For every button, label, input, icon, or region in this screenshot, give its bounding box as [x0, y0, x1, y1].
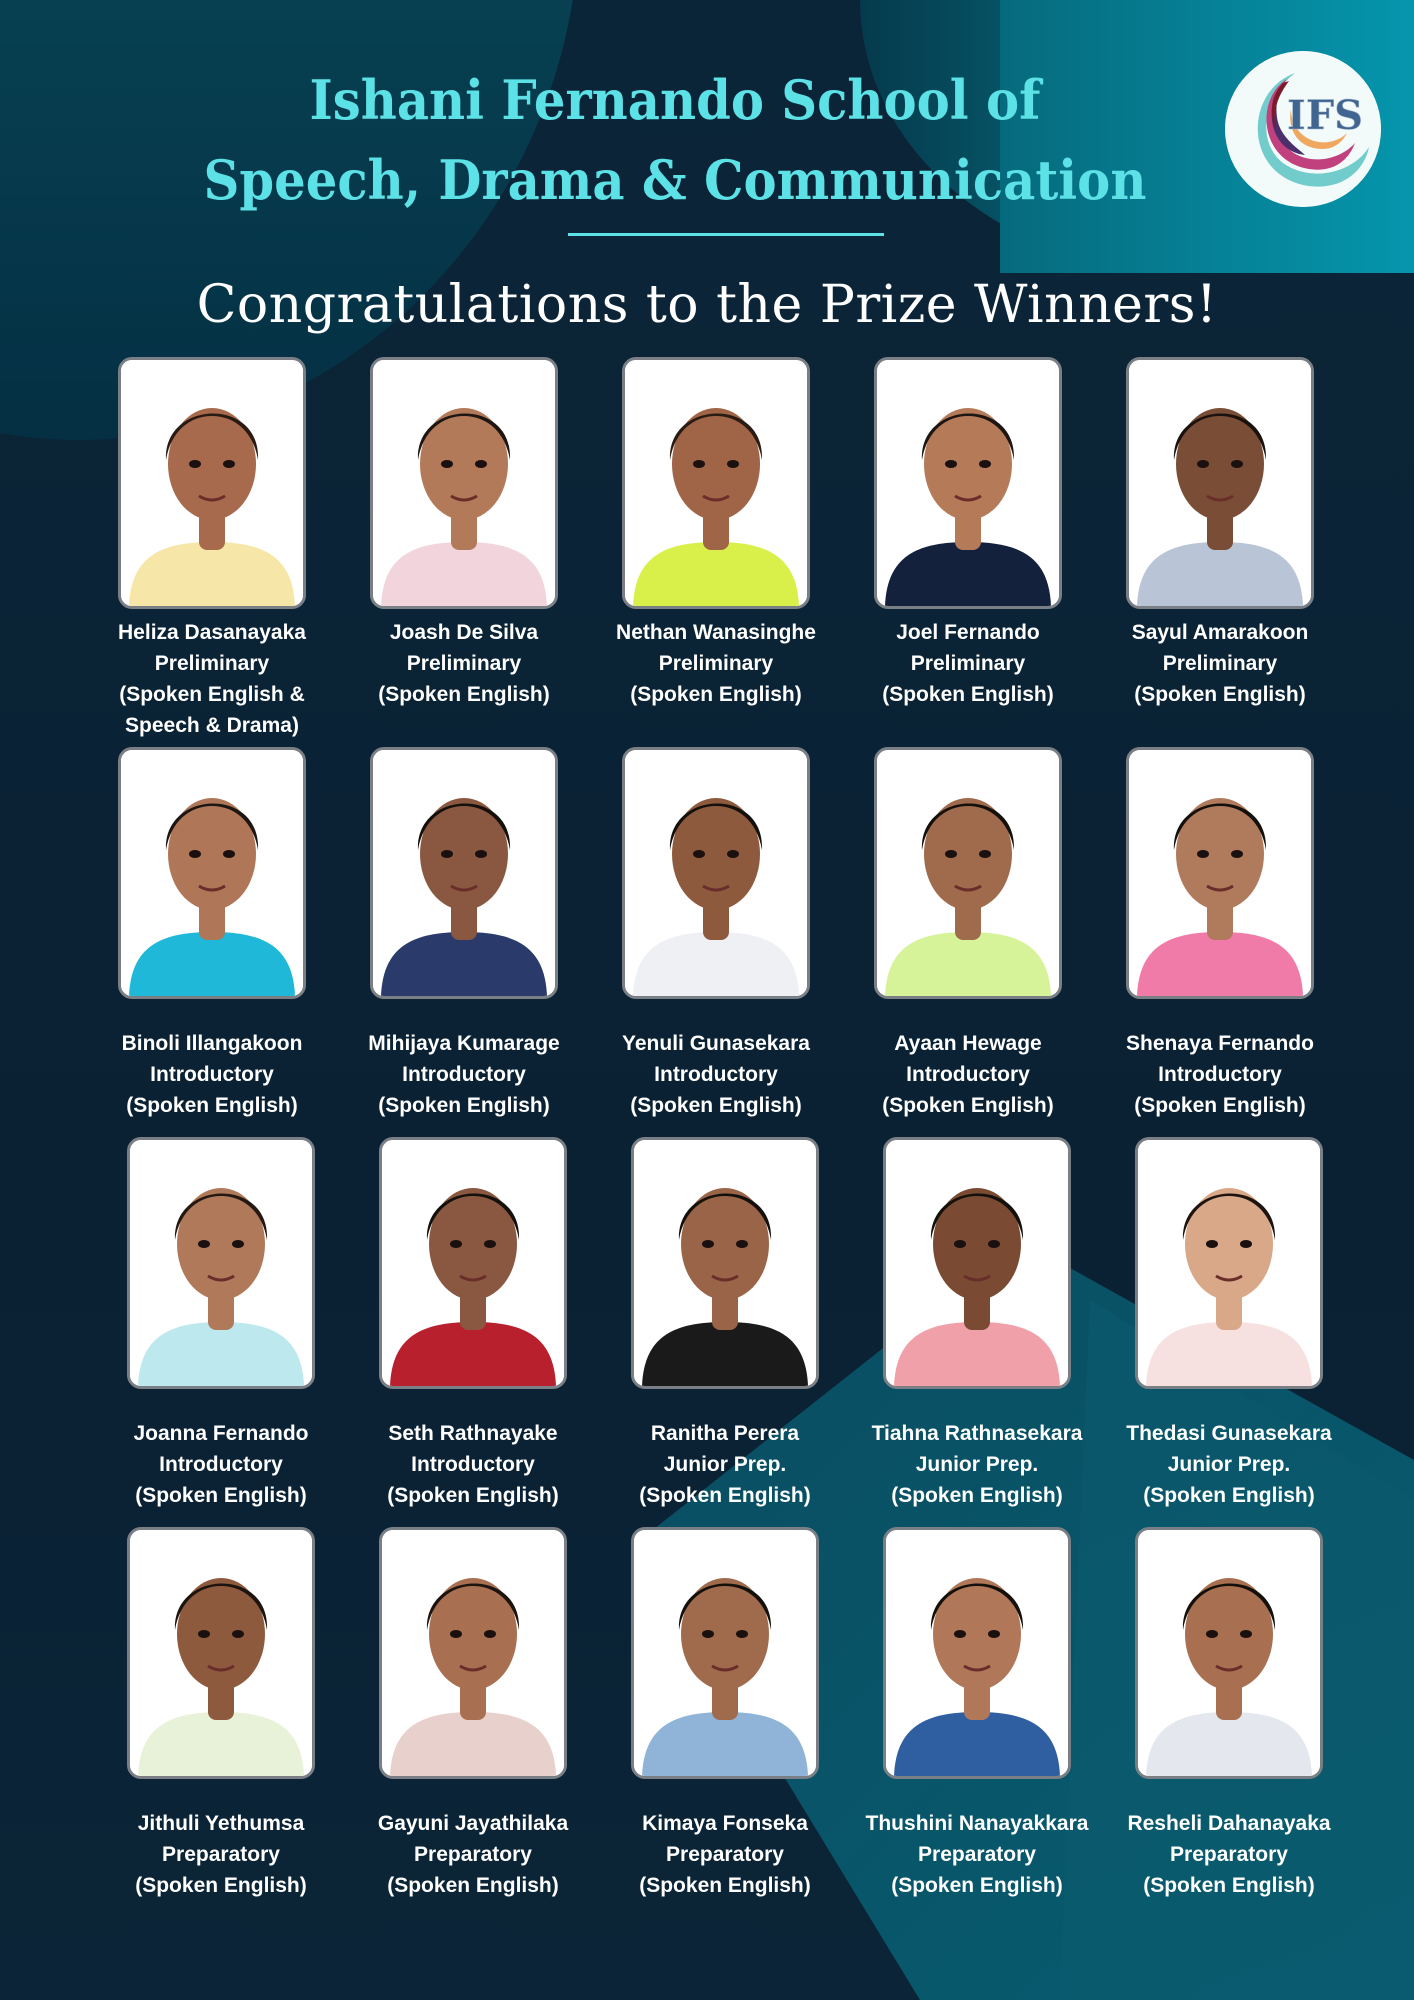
winner-card — [377, 1527, 569, 1897]
portrait-icon — [877, 750, 1059, 996]
title-divider — [568, 233, 884, 236]
portrait-icon — [121, 360, 303, 606]
winner-card — [631, 1527, 819, 1897]
winner-category: (Spoken English) — [387, 1874, 559, 1897]
winner-level: Introductory — [159, 1453, 283, 1476]
winner-name: Resheli Dahanayaka — [1127, 1812, 1331, 1835]
winner-level: Introductory — [1158, 1063, 1282, 1086]
winner-category: (Spoken English) — [135, 1874, 307, 1897]
winner-caption — [343, 1808, 603, 1901]
poster-header — [150, 60, 1200, 220]
winner-photo — [1126, 357, 1314, 609]
winner-caption — [595, 1808, 855, 1901]
portrait-icon — [382, 1140, 564, 1386]
winner-category: (Spoken English) — [630, 683, 802, 706]
winner-caption — [343, 1418, 603, 1511]
winner-photo — [1135, 1137, 1323, 1389]
winner-card — [622, 747, 810, 1117]
winner-level: Junior Prep. — [663, 1453, 787, 1476]
winner-name: Thedasi Gunasekara — [1126, 1422, 1332, 1445]
winner-card — [865, 1527, 1089, 1897]
winner-name: Tiahna Rathnasekara — [871, 1422, 1083, 1445]
winner-level: Preparatory — [666, 1843, 784, 1866]
winner-category: (Spoken English) — [639, 1484, 811, 1507]
school-name-line-2: Speech, Drama & Communication — [203, 148, 1147, 212]
winner-level: Preliminary — [154, 652, 270, 675]
winner-photo — [379, 1527, 567, 1779]
winner-level: Preliminary — [406, 652, 522, 675]
winner-card — [631, 1137, 819, 1507]
winner-level: Preparatory — [1170, 1843, 1288, 1866]
portrait-icon — [1138, 1140, 1320, 1386]
winner-card — [368, 747, 560, 1117]
winner-name: Ranitha Perera — [650, 1422, 800, 1445]
winner-name: Binoli Illangakoon — [121, 1032, 303, 1055]
winner-level: Preliminary — [910, 652, 1026, 675]
winner-name: Joel Fernando — [896, 621, 1040, 644]
winner-level: Introductory — [654, 1063, 778, 1086]
winner-level: Introductory — [906, 1063, 1030, 1086]
winner-name: Ayaan Hewage — [894, 1032, 1042, 1055]
portrait-icon — [1129, 750, 1311, 996]
ifs-logo-icon — [1225, 51, 1381, 207]
winner-caption — [1090, 617, 1350, 710]
winner-name: Sayul Amarakoon — [1131, 621, 1309, 644]
winner-category: (Spoken English) — [1143, 1874, 1315, 1897]
winner-category: (Spoken English) — [630, 1094, 802, 1117]
winner-name: Joanna Fernando — [133, 1422, 309, 1445]
winner-caption — [82, 617, 342, 741]
winner-level: Preliminary — [1162, 652, 1278, 675]
winner-caption — [847, 1808, 1107, 1901]
winner-category: (Spoken English) — [891, 1484, 1063, 1507]
school-name-line-1: Ishani Fernando School of — [309, 68, 1041, 132]
winner-photo — [370, 357, 558, 609]
winner-level: Introductory — [402, 1063, 526, 1086]
winner-card — [379, 1137, 567, 1507]
winner-name: Mihijaya Kumarage — [368, 1032, 560, 1055]
winner-card — [1126, 357, 1314, 706]
winner-category: (Spoken English) — [378, 1094, 550, 1117]
winner-photo — [622, 357, 810, 609]
winner-caption — [334, 617, 594, 710]
portrait-icon — [634, 1140, 816, 1386]
winner-photo — [127, 1527, 315, 1779]
winner-category: Speech & Drama) — [125, 714, 299, 737]
winner-caption — [1090, 1028, 1350, 1121]
winner-category: (Spoken English) — [882, 683, 1054, 706]
winner-caption — [334, 1028, 594, 1121]
winner-level: Introductory — [411, 1453, 535, 1476]
portrait-icon — [634, 1530, 816, 1776]
winner-name: Jithuli Yethumsa — [137, 1812, 305, 1835]
winner-category: (Spoken English & — [119, 683, 305, 706]
winner-category: (Spoken English) — [639, 1874, 811, 1897]
winner-photo — [631, 1137, 819, 1389]
winner-photo — [883, 1137, 1071, 1389]
winner-category: (Spoken English) — [126, 1094, 298, 1117]
winner-category: (Spoken English) — [1134, 1094, 1306, 1117]
winner-caption — [847, 1418, 1107, 1511]
winner-photo — [1135, 1527, 1323, 1779]
winner-name: Seth Rathnayake — [388, 1422, 558, 1445]
winner-photo — [379, 1137, 567, 1389]
winner-card — [127, 1527, 315, 1897]
winner-name: Yenuli Gunasekara — [622, 1032, 810, 1055]
winner-photo — [118, 747, 306, 999]
winner-level: Junior Prep. — [1167, 1453, 1291, 1476]
winner-caption — [91, 1808, 351, 1901]
portrait-icon — [373, 750, 555, 996]
portrait-icon — [886, 1140, 1068, 1386]
winner-card — [118, 357, 306, 737]
portrait-icon — [382, 1530, 564, 1776]
winner-card — [874, 747, 1062, 1117]
portrait-icon — [1129, 360, 1311, 606]
winner-level: Preparatory — [162, 1843, 280, 1866]
winner-level: Preparatory — [918, 1843, 1036, 1866]
winner-photo — [883, 1527, 1071, 1779]
winner-name: Kimaya Fonseka — [642, 1812, 808, 1835]
winner-card — [370, 357, 558, 706]
winner-category: (Spoken English) — [135, 1484, 307, 1507]
winner-photo — [874, 747, 1062, 999]
winner-name: Nethan Wanasinghe — [616, 621, 816, 644]
winner-photo — [622, 747, 810, 999]
winner-category: (Spoken English) — [1134, 683, 1306, 706]
winner-photo — [127, 1137, 315, 1389]
portrait-icon — [1138, 1530, 1320, 1776]
winner-category: (Spoken English) — [882, 1094, 1054, 1117]
winner-card — [1127, 1527, 1331, 1897]
winner-category: (Spoken English) — [387, 1484, 559, 1507]
winner-category: (Spoken English) — [378, 683, 550, 706]
winner-caption — [586, 1028, 846, 1121]
portrait-icon — [625, 750, 807, 996]
portrait-icon — [625, 360, 807, 606]
winner-caption — [1099, 1808, 1359, 1901]
portrait-icon — [886, 1530, 1068, 1776]
winner-card — [871, 1137, 1083, 1507]
winner-card — [1126, 1137, 1332, 1507]
winner-category: (Spoken English) — [1143, 1484, 1315, 1507]
winner-caption — [586, 617, 846, 710]
winner-name: Thushini Nanayakkara — [865, 1812, 1089, 1835]
portrait-icon — [877, 360, 1059, 606]
winner-photo — [370, 747, 558, 999]
congratulations-heading: Congratulations to the Prize Winners! — [196, 275, 1218, 335]
winner-caption — [82, 1028, 342, 1121]
winner-name: Shenaya Fernando — [1126, 1032, 1314, 1055]
portrait-icon — [130, 1140, 312, 1386]
portrait-icon — [373, 360, 555, 606]
portrait-icon — [121, 750, 303, 996]
winner-level: Introductory — [150, 1063, 274, 1086]
winner-name: Gayuni Jayathilaka — [377, 1812, 569, 1835]
winner-caption — [838, 617, 1098, 710]
winner-caption — [91, 1418, 351, 1511]
winner-card — [118, 747, 306, 1117]
winner-photo — [118, 357, 306, 609]
winner-level: Preliminary — [658, 652, 774, 675]
winner-level: Junior Prep. — [915, 1453, 1039, 1476]
winner-photo — [631, 1527, 819, 1779]
svg-text:IFS: IFS — [1287, 92, 1363, 139]
winner-card — [616, 357, 816, 706]
winner-photo — [874, 357, 1062, 609]
portrait-icon — [130, 1530, 312, 1776]
winner-name: Joash De Silva — [389, 621, 539, 644]
winner-caption — [838, 1028, 1098, 1121]
winner-card — [1126, 747, 1314, 1117]
winner-card — [874, 357, 1062, 706]
winner-name: Heliza Dasanayaka — [118, 621, 306, 644]
winner-level: Preparatory — [414, 1843, 532, 1866]
winner-card — [127, 1137, 315, 1507]
winner-caption — [595, 1418, 855, 1511]
winner-photo — [1126, 747, 1314, 999]
winner-caption — [1099, 1418, 1359, 1511]
winner-category: (Spoken English) — [891, 1874, 1063, 1897]
ifs-logo — [1225, 51, 1381, 207]
